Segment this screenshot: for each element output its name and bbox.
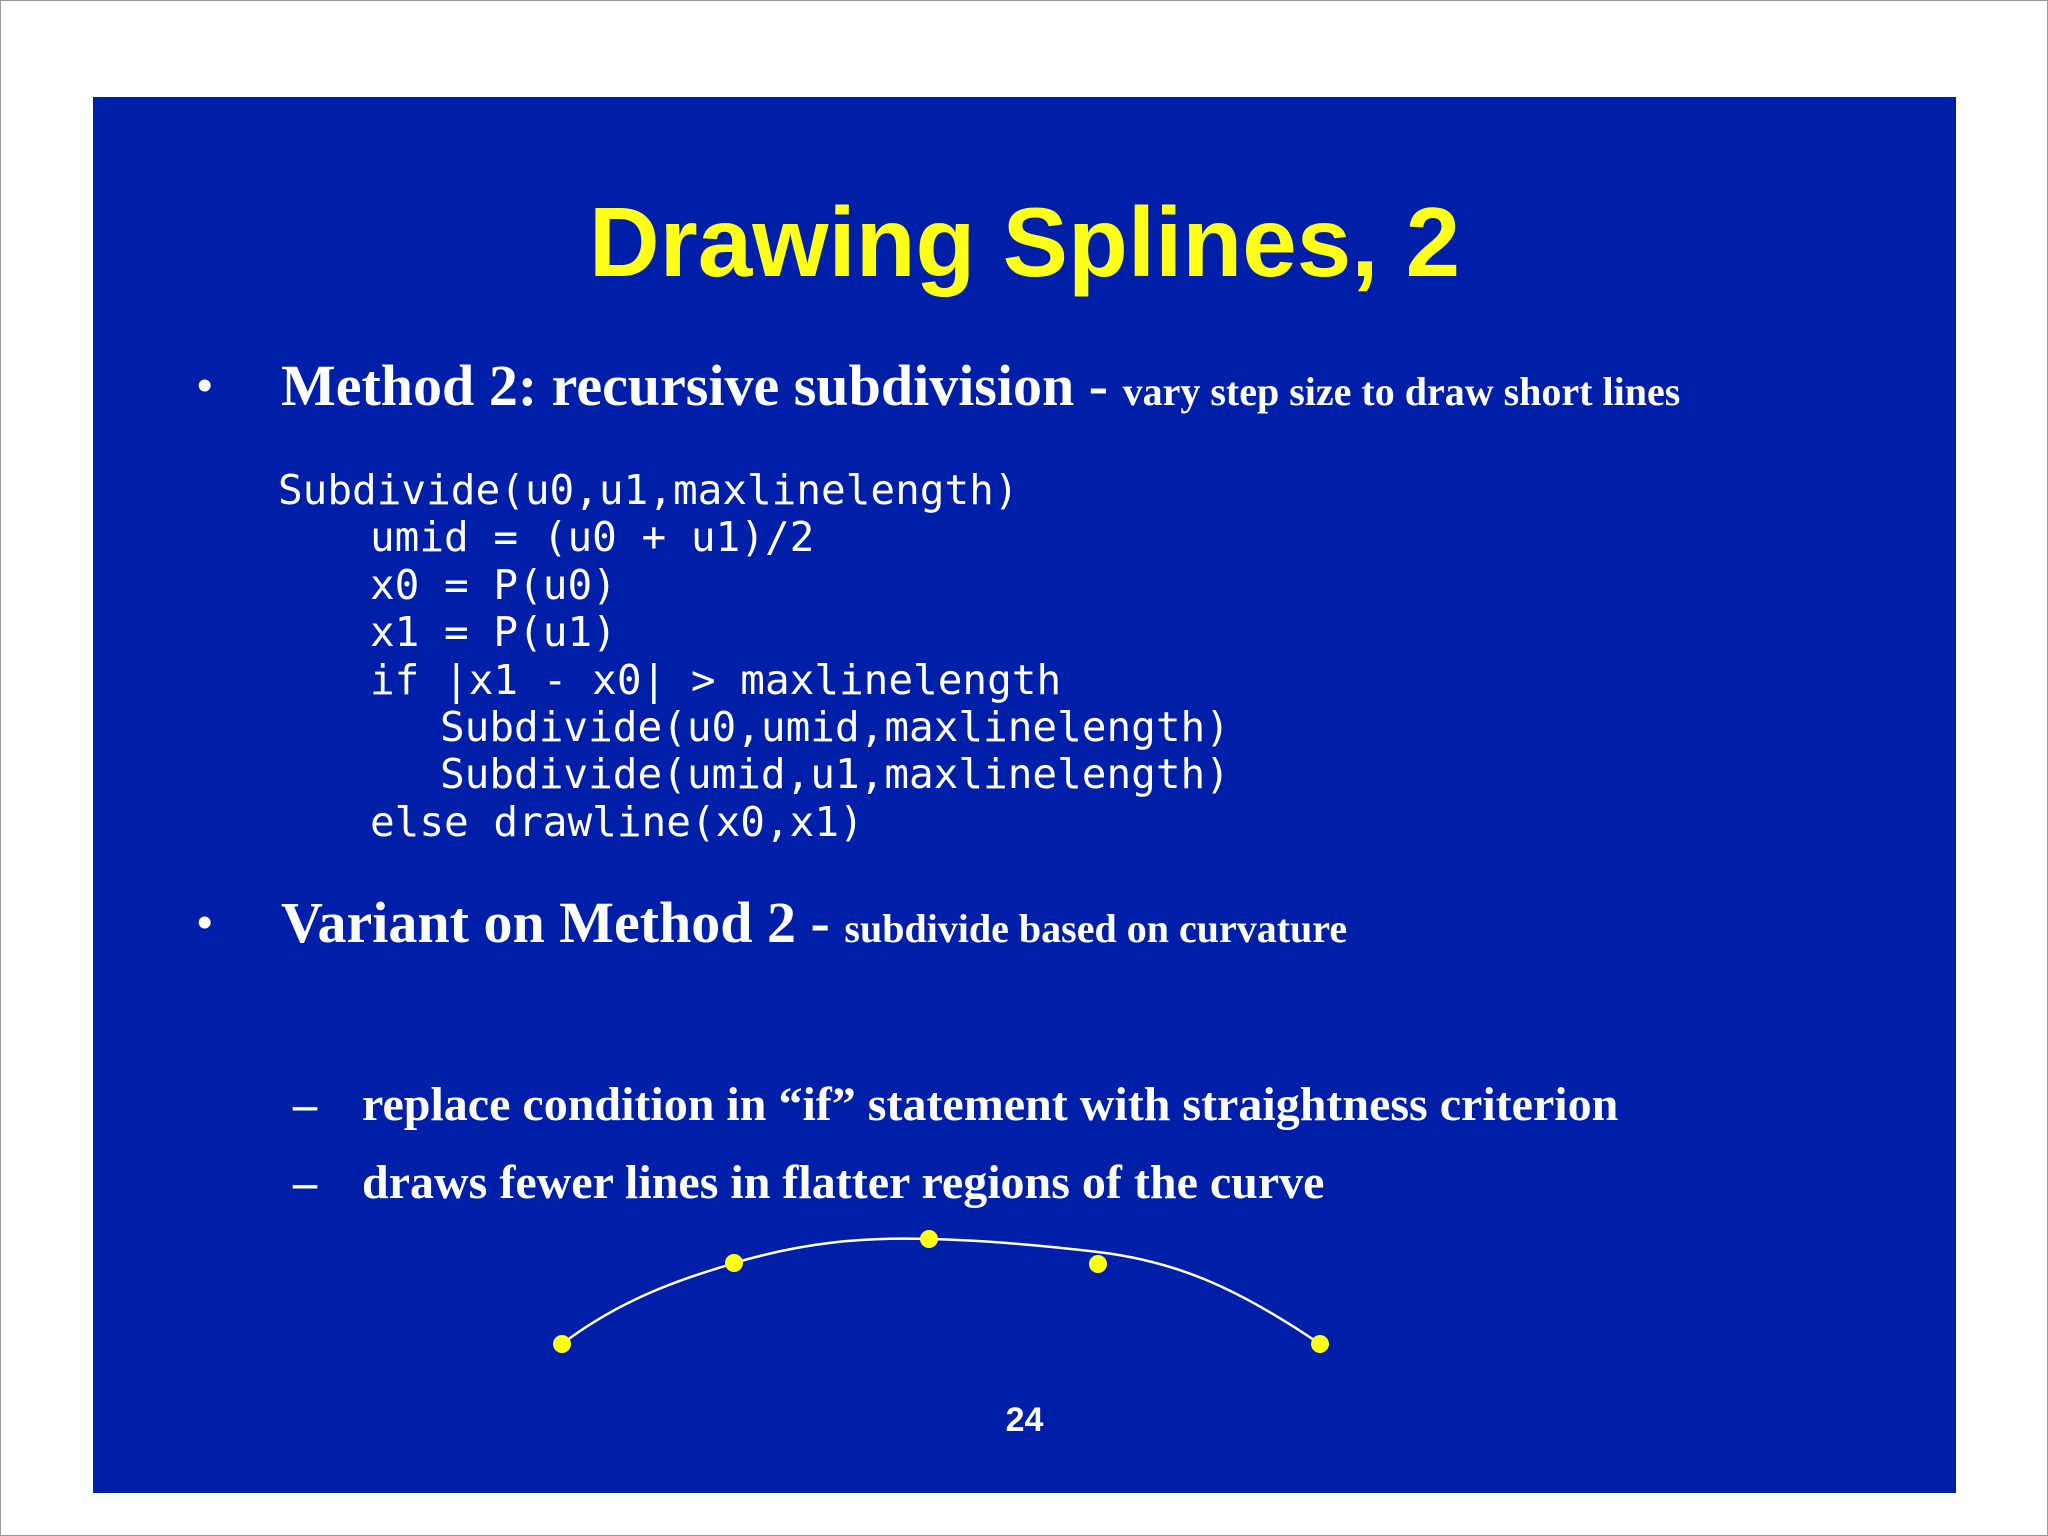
sub-bullet-text: draws fewer lines in flatter regions of the curve (362, 1156, 1325, 1209)
code-line: if |x1 - x0| > maxlinelength (370, 655, 1062, 704)
bullet-text (281, 351, 1680, 436)
control-point-dot (725, 1254, 743, 1272)
pseudocode-block (278, 467, 1230, 846)
bullet-sub-text: vary step size to draw short lines (1122, 369, 1681, 414)
code-line: else drawline(x0,x1) (370, 797, 864, 846)
spline-curve (562, 1239, 1320, 1344)
control-point-dot (553, 1335, 571, 1353)
bullet-marker: • (197, 361, 213, 410)
bullet-main-text: Method 2: recursive subdivision - (281, 353, 1123, 418)
bullet-main-text: Variant on Method 2 - (281, 890, 845, 955)
code-line: x1 = P(u1) (370, 608, 617, 657)
code-line: Subdivide(u0,u1,maxlinelength) (278, 466, 1019, 514)
bullet-marker: • (197, 898, 213, 947)
slide (93, 97, 1956, 1493)
dash-marker: – (293, 1078, 317, 1131)
bullet-sub-text: subdivide based on curvature (844, 906, 1348, 951)
code-line: Subdivide(u0,umid,maxlinelength) (440, 703, 1230, 752)
slide-title: Drawing Splines, 2 (588, 187, 1461, 297)
control-point-dot (920, 1230, 938, 1248)
sub-bullet-text: replace condition in “if” statement with straightness criterion (362, 1078, 1619, 1131)
page-number: 24 (1005, 1401, 1044, 1439)
code-line: x0 = P(u0) (370, 560, 617, 609)
code-line: umid = (u0 + u1)/2 (370, 513, 815, 562)
code-line: Subdivide(umid,u1,maxlinelength) (440, 750, 1230, 799)
bullet-text (281, 888, 1347, 973)
control-point-dot (1311, 1335, 1329, 1353)
dash-marker: – (293, 1156, 317, 1209)
control-point-dot (1089, 1255, 1107, 1273)
